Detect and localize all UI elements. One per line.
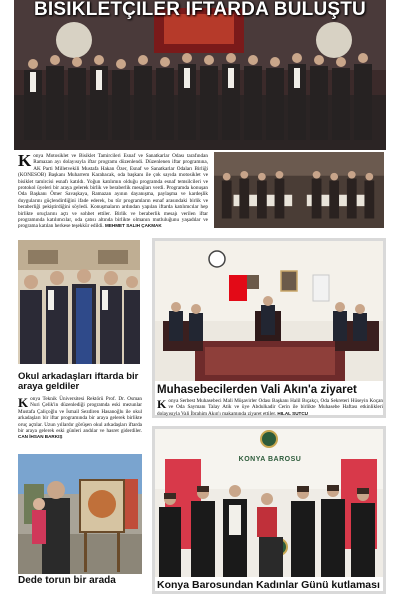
top-story-photo	[14, 0, 386, 150]
baro-sign: KONYA BAROSU	[238, 456, 302, 463]
right-story-2-photo	[155, 429, 383, 577]
top-story-text: onya Motosiklet ve Bisiklet Tamircileri Esnaf ve Sanatkarlar Odası tarafından Ramazan ayı dolayısıyla iftar programı düzenlendi. Düzenlenen iftar programına, AK Parti Milletvekili Mustafa Hakan Özer, Esnaf ve Sanatkarlar Odaları Birliği (KONESOB) Başkanı Muharrem Karabacak, oda başkanı ile çok sayıda motosiklet ve bisiklet tamircisi esnafı katıldı. Yoğun katılımın olduğu programda esnaf temsilcileri ve protokol üyeleri bir araya gelerek birlik ve beraberlik mesajları verdi. Programda konuşan Oda Başkanı Ömer Savaşkaya, Ramazan ayının dayanışma, paylaşma ve kardeşlik duygularını güçlendirdiğini ifade ederek, bu tür programların esnaf arasındaki birlik ve beraberliği pekiştirdiğini söyledi. Konuşmaların ardından yapılan iftarda katılımcılar hep birlikte oruçlarını açtı ve sohbet ettiler. Birlik ve beraberlik mesajı verilen iftar programında katılımcılar, oda çatısı altında birlikte olmanın mutluluğunu yaşadılar ve programa katılan herkese teşekkür edildi.	[18, 153, 208, 230]
right-story-1-photo	[155, 241, 383, 381]
left-story-1-byline: CAN İHSAN BARKIŞ	[18, 434, 63, 440]
right-story-1-text: onya Serbest Muhasebeci Mali Müşavirler Odası Başkanı Halil Bıçakçı, Oda Sekreteri Hüseyin Koçan ve Oda Saymanı Talay Atik ve üye Abdulkadir Cerin ile birlikte Muhasebe Haftası etkinlikleri dolayısıyla Vali İbrahim Akın'ı makamında ziyaret ettiler.	[157, 398, 383, 417]
left-story-2-photo	[18, 454, 142, 574]
right-story-1-headline: Muhasebecilerden Vali Akın'a ziyaret	[157, 384, 357, 396]
left-story-1-photo	[18, 240, 140, 364]
left-story-1-dropcap: K	[18, 395, 29, 410]
top-story-byline: MEHMET SALIH ÇAKMAK	[105, 223, 162, 229]
right-story-1-dropcap: K	[157, 397, 167, 411]
left-story-1-headline: Okul arkadaşları iftarda bir araya geldiler	[18, 371, 139, 392]
top-story-body	[18, 153, 208, 233]
left-story-2-headline: Dede torun bir arada	[18, 575, 116, 586]
left-story-1-text: onya Teknik Üniversitesi Rektörü Prof. Dr. Osman Nuri Çelik'in düzenlediği programda eski mezunlar Mustafa Çaliçoğlu ve İsmail Sezdiren Hasanoğlu ile okul arkadaşları bir iftar programında bir araya gelerek birlikte oruç açtılar. Uzun yıllardır görüşen okul arkadaşları iftarda bir araya gelerek eski günleri andılar ve hasret giderdiler.	[18, 396, 142, 435]
right-story-1-body	[157, 398, 383, 418]
top-story-inset-photo	[212, 150, 386, 230]
top-story-headline: BISIKLETÇILER IFTARDA BULUŞTU	[34, 0, 366, 20]
left-story-1-body	[18, 396, 142, 444]
right-story-1-byline: HILAL SUTCU	[277, 410, 308, 416]
right-story-2-headline: Konya Barosundan Kadınlar Günü kutlaması	[157, 579, 380, 591]
top-story-dropcap: K	[18, 151, 32, 170]
